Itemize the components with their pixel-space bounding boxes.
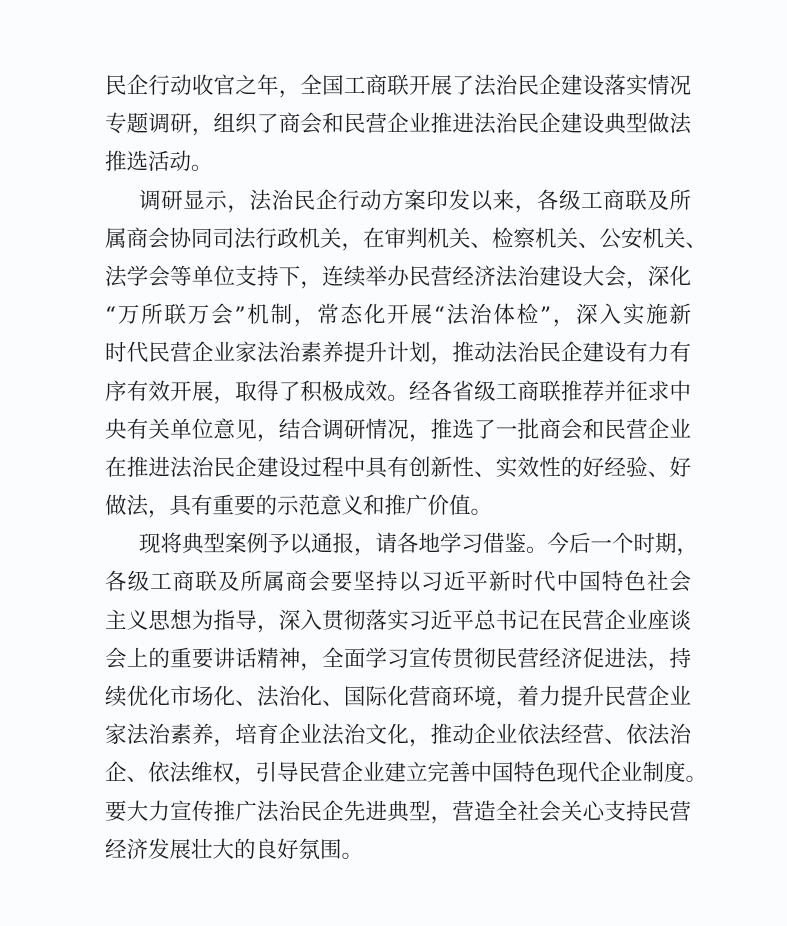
- text-line: 主义思想为指导，深入贯彻落实习近平总书记在民营企业座谈: [105, 608, 691, 634]
- document-body: [105, 68, 708, 870]
- text-line: 法学会等单位支持下，连续举办民营经济法治建设大会，深化: [105, 264, 691, 290]
- text-line: 现将典型案例予以通报，请各地学习借鉴。今后一个时期，: [139, 532, 699, 558]
- text-line: 家法治素养，培育企业法治文化，推动企业依法经营、依法治: [105, 723, 691, 749]
- text-line: 做法，具有重要的示范意义和推广价值。: [105, 494, 493, 520]
- text-line: 民企行动收官之年，全国工商联开展了法治民企建设落实情况: [105, 74, 691, 99]
- text-line: 在推进法治民企建设过程中具有创新性、实效性的好经验、好: [105, 455, 691, 481]
- text-line: 序有效开展，取得了积极成效。经各省级工商联推荐并征求中: [105, 379, 691, 405]
- paragraph: [105, 183, 708, 527]
- text-line: 推选活动。: [105, 150, 213, 176]
- text-line: 央有关单位意见，结合调研情况，推选了一批商会和民营企业: [105, 417, 691, 443]
- text-line: 续优化市场化、法治化、国际化营商环境，着力提升民营企业: [105, 685, 691, 710]
- paragraph: [105, 68, 691, 183]
- paragraph: [105, 526, 708, 870]
- text-line: 各级工商联及所属商会要坚持以习近平新时代中国特色社会: [105, 570, 691, 596]
- text-line: 属商会协同司法行政机关，在审判机关、检察机关、公安机关、: [105, 226, 708, 252]
- text-line: 企、依法维权，引导民营企业建立完善中国特色现代企业制度。: [105, 761, 708, 787]
- text-line: 调研显示，法治民企行动方案印发以来，各级工商联及所: [139, 188, 691, 214]
- text-line: 专题调研，组织了商会和民营企业推进法治民企建设典型做法: [105, 112, 691, 138]
- text-line: 会上的重要讲话精神，全面学习宣传贯彻民营经济促进法，持: [105, 646, 691, 672]
- text-line: “万所联万会”机制，常态化开展“法治体检”，深入实施新: [105, 303, 691, 329]
- text-line: 要大力宣传推广法治民企先进典型，营造全社会关心支持民营: [105, 799, 691, 825]
- text-line: 时代民营企业家法治素养提升计划，推动法治民企建设有力有: [105, 341, 691, 367]
- text-line: 经济发展壮大的良好氛围。: [105, 837, 364, 863]
